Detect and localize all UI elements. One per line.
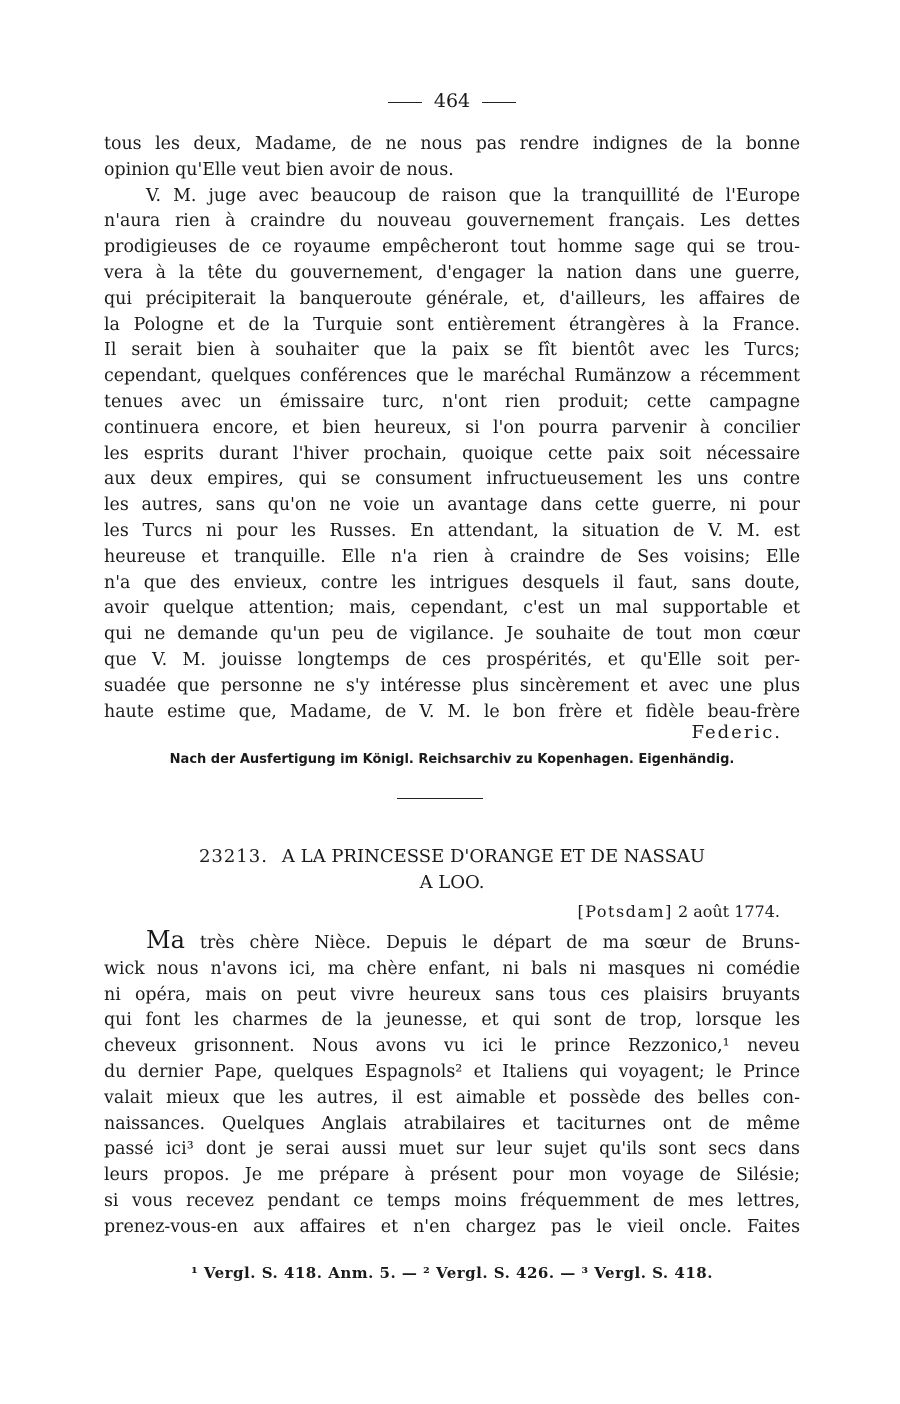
date-place: [Potsdam]: [577, 902, 673, 921]
text-line: du dernier Pape, quelques Espagnols² et Italiens qui voyagent; le Prince: [104, 1061, 800, 1082]
text-line: qui ne demande qu'un peu de vigilance. Je souhaite de tout mon cœur: [104, 624, 800, 645]
text-line: ni opéra, mais on peut vivre heureux sans tous ces plaisirs bruyants: [104, 984, 800, 1005]
opening-word: Ma: [146, 926, 185, 954]
text-line: qui font les charmes de la jeunesse, et qui sont de trop, lorsque les: [104, 1010, 800, 1031]
text-line: V. M. juge avec beaucoup de raison que la tranquillité de l'Europe: [146, 185, 800, 206]
text-line: vera à la tête du gouvernement, d'engager la nation dans une guerre,: [104, 262, 800, 283]
letter-two-body: [104, 928, 800, 1241]
text-line: haute estime que, Madame, de V. M. le bon frère et fidèle beau-frère: [104, 701, 800, 722]
text-line: que V. M. jouisse longtemps de ces prospérités, et qu'Elle soit per-: [104, 649, 800, 670]
text-line: wick nous n'avons ici, ma chère enfant, ni bals ni masques ni comédie: [104, 958, 800, 979]
text-line: les autres, sans qu'on ne voie un avantage dans cette guerre, ni pour: [104, 495, 800, 516]
text-line: continuera encore, et bien heureux, si l'on pourra parvenir à concilier: [104, 417, 800, 438]
letter-heading: [104, 844, 800, 896]
page-number: 464: [433, 90, 471, 112]
text-line: cependant, quelques conférences que le maréchal Rumänzow a récemment: [104, 366, 800, 387]
text-line: prenez-vous-en aux affaires et n'en chargez pas le vieil oncle. Faites: [104, 1216, 800, 1237]
text-line: naissances. Quelques Anglais atrabilaires et taciturnes ont de même: [104, 1113, 800, 1134]
text-line: qui précipiterait la banqueroute générale, et, d'ailleurs, les affaires de: [104, 288, 800, 309]
text-line: valait mieux que les autres, il est aimable et possède des belles con-: [104, 1087, 800, 1108]
letter-recipient: A LA PRINCESSE D'ORANGE ET DE NASSAU: [281, 846, 706, 867]
letter-location: A LOO.: [419, 872, 485, 893]
text-line: cheveux grisonnent. Nous avons vu ici le prince Rezzonico,¹ neveu: [104, 1036, 800, 1057]
text-line: n'a que des envieux, contre les intrigues desquels il faut, sans doute,: [104, 572, 800, 593]
text-line: avoir quelque attention; mais, cependant, c'est un mal supportable et: [104, 598, 800, 619]
signature: Federic.: [691, 722, 782, 743]
text-line: les esprits durant l'hiver prochain, quoique cette paix soit nécessaire: [104, 443, 800, 464]
dateline: [578, 902, 780, 921]
text-line: heureuse et tranquille. Elle n'a rien à craindre de Ses voisins; Elle: [104, 546, 800, 567]
text-line: les Turcs ni pour les Russes. En attendant, la situation de V. M. est: [104, 520, 800, 541]
header-rule-right: [482, 102, 516, 103]
text-line: passé ici³ dont je serai aussi muet sur leur sujet qu'ils sont secs dans: [104, 1139, 800, 1160]
text-line: n'aura rien à craindre du nouveau gouvernement français. Les dettes: [104, 211, 800, 232]
text-line: la Pologne et de la Turquie sont entièrement étrangères à la France.: [104, 314, 800, 335]
footnotes: ¹ Vergl. S. 418. Anm. 5. — ² Vergl. S. 426. — ³ Vergl. S. 418.: [191, 1264, 713, 1282]
letter-number: 23213.: [198, 846, 268, 867]
text-line: tous les deux, Madame, de ne nous pas rendre indignes de la bonne: [104, 134, 800, 154]
section-divider: [397, 798, 483, 799]
header-rule-left: [388, 102, 422, 103]
text-line: aux deux empires, qui se consument infructueusement les uns contre: [104, 469, 800, 490]
text-line: si vous recevez pendant ce temps moins fréquemment de mes lettres,: [104, 1190, 800, 1211]
text-line: Il serait bien à souhaiter que la paix se fît bientôt avec les Turcs;: [104, 340, 800, 361]
date: 2 août 1774.: [677, 902, 780, 921]
text-line: suadée que personne ne s'y intéresse plus sincèrement et avec une plus: [104, 675, 800, 696]
text-line-first: [104, 928, 800, 957]
letter-one-body: [104, 132, 800, 725]
text-line: prodigieuses de ce royaume empêcheront tout homme sage qui se trou-: [104, 237, 800, 258]
text-line: leurs propos. Je me prépare à présent pour mon voyage de Silésie;: [104, 1165, 800, 1186]
text-line: tenues avec un émissaire turc, n'ont rien produit; cette campagne: [104, 391, 800, 412]
page-header: [104, 90, 800, 112]
source-note: Nach der Ausfertigung im Königl. Reichsarchiv zu Kopenhagen. Eigenhändig.: [169, 752, 735, 767]
first-line-text: très chère Nièce. Depuis le départ de ma sœur de Bruns-: [199, 933, 800, 953]
text-line: opinion qu'Elle veut bien avoir de nous.: [104, 159, 454, 180]
